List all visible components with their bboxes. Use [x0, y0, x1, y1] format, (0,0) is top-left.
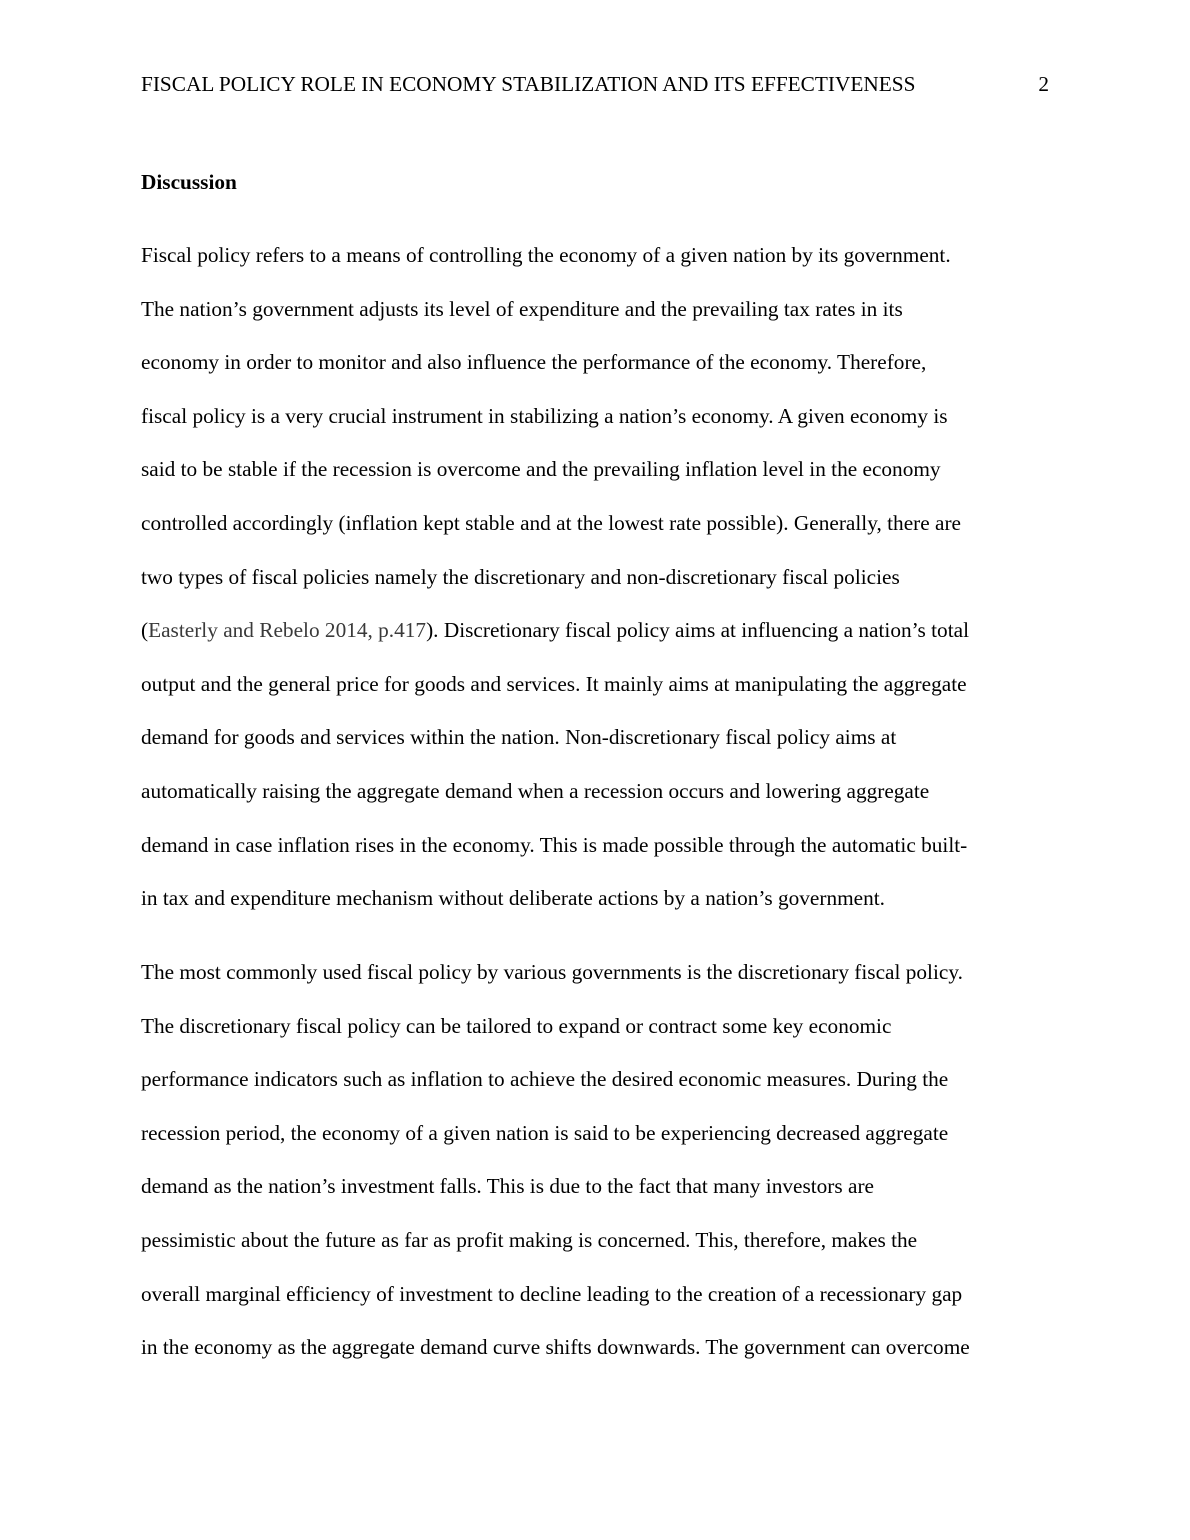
running-head-title: FISCAL POLICY ROLE IN ECONOMY STABILIZATION AND ITS EFFECTIVENESS [141, 72, 916, 96]
text-line: Fiscal policy refers to a means of controlling the economy of a given nation by its government. [141, 243, 951, 267]
page-number: 2 [1038, 72, 1049, 96]
section-heading: Discussion [141, 170, 237, 194]
citation-line-rest: ). Discretionary fiscal policy aims at influencing a nation’s total [426, 618, 969, 643]
text-line: The nation’s government adjusts its level of expenditure and the prevailing tax rates in its [141, 296, 903, 321]
text-line: The most commonly used fiscal policy by various governments is the discretionary fiscal policy. [141, 960, 963, 984]
citation-line [141, 616, 1053, 670]
text-line: demand in case inflation rises in the economy. This is made possible through the automatic built- [141, 832, 968, 857]
text-line: overall marginal efficiency of investment to decline leading to the creation of a recessionary gap [141, 1281, 963, 1306]
text-line: fiscal policy is a very crucial instrument in stabilizing a nation’s economy. A given economy is [141, 403, 948, 428]
citation-text: Easterly and Rebelo 2014, p.417 [148, 618, 427, 643]
text-line: recession period, the economy of a given nation is said to be experiencing decreased aggregate [141, 1120, 949, 1145]
paragraph-2 [141, 958, 1053, 1387]
text-line: economy in order to monitor and also influence the performance of the economy. Therefore, [141, 350, 927, 375]
text-line: output and the general price for goods and services. It mainly aims at manipulating the aggregate [141, 671, 967, 696]
text-line: demand as the nation’s investment falls. This is due to the fact that many investors are [141, 1174, 874, 1199]
paragraph-1 [141, 241, 1053, 938]
text-line: The discretionary fiscal policy can be tailored to expand or contract some key economic [141, 1013, 892, 1038]
text-line: said to be stable if the recession is overcome and the prevailing inflation level in the economy [141, 457, 941, 482]
text-line: two types of fiscal policies namely the discretionary and non-discretionary fiscal policies [141, 564, 900, 589]
text-line: controlled accordingly (inflation kept stable and at the lowest rate possible). Generally, there are [141, 510, 962, 535]
text-line: automatically raising the aggregate demand when a recession occurs and lowering aggregate [141, 778, 930, 803]
citation-open-paren: ( [141, 618, 149, 643]
text-line: in tax and expenditure mechanism without deliberate actions by a nation’s government. [141, 886, 885, 911]
text-line: performance indicators such as inflation to achieve the desired economic measures. During the [141, 1067, 949, 1092]
text-line: in the economy as the aggregate demand curve shifts downwards. The government can overcome [141, 1335, 970, 1360]
text-line: demand for goods and services within the nation. Non-discretionary fiscal policy aims at [141, 725, 897, 750]
text-line: pessimistic about the future as far as profit making is concerned. This, therefore, makes the [141, 1227, 918, 1252]
